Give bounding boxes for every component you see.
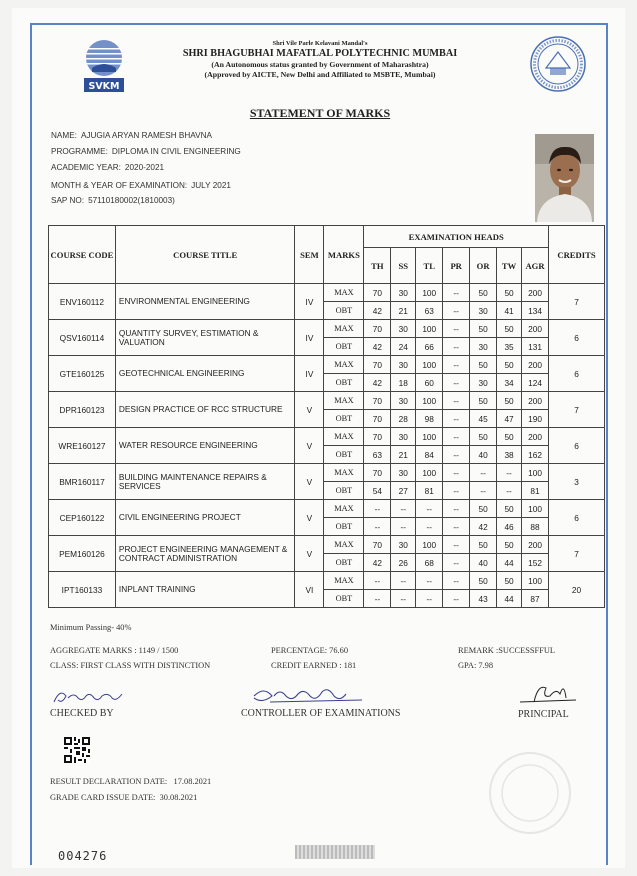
- obt-value: 70: [364, 410, 391, 428]
- head-pr: PR: [443, 248, 470, 284]
- head-agr: AGR: [522, 248, 549, 284]
- serial-number: 004276: [58, 849, 108, 863]
- obt-value: --: [391, 590, 416, 608]
- max-label: MAX: [324, 320, 364, 338]
- course-sem: V: [295, 392, 324, 428]
- max-value: 100: [522, 500, 549, 518]
- max-label: MAX: [324, 572, 364, 590]
- max-value: --: [443, 428, 470, 446]
- obt-value: 44: [497, 590, 522, 608]
- course-code: CEP160122: [49, 500, 116, 536]
- sap-value: 57110180002(1810003): [88, 196, 175, 205]
- class-result: CLASS: FIRST CLASS WITH DISTINCTION: [50, 661, 211, 670]
- obt-value: 66: [416, 338, 443, 356]
- course-sem: VI: [295, 572, 324, 608]
- obt-value: 45: [470, 410, 497, 428]
- max-value: 50: [497, 356, 522, 374]
- obt-value: 81: [522, 482, 549, 500]
- obt-value: 44: [497, 554, 522, 572]
- course-sem: V: [295, 464, 324, 500]
- course-row-max: [49, 392, 605, 410]
- obt-value: 38: [497, 446, 522, 464]
- programme-label: PROGRAMME:: [51, 147, 108, 156]
- result-declaration-line: [50, 777, 211, 786]
- obt-value: --: [364, 518, 391, 536]
- obt-label: OBT: [324, 338, 364, 356]
- max-value: 100: [416, 320, 443, 338]
- head-or: OR: [470, 248, 497, 284]
- course-credits: 6: [549, 356, 605, 392]
- obt-value: --: [443, 554, 470, 572]
- obt-value: 68: [416, 554, 443, 572]
- max-value: 50: [470, 536, 497, 554]
- sap-line: [51, 196, 179, 205]
- obt-value: 40: [470, 554, 497, 572]
- security-strip: [295, 845, 375, 859]
- max-value: 30: [391, 284, 416, 302]
- obt-value: 152: [522, 554, 549, 572]
- course-row-max: [49, 500, 605, 518]
- max-value: 30: [391, 536, 416, 554]
- max-value: 50: [470, 500, 497, 518]
- sap-label: SAP NO:: [51, 196, 85, 205]
- obt-value: --: [391, 518, 416, 536]
- obt-value: 124: [522, 374, 549, 392]
- obt-label: OBT: [324, 410, 364, 428]
- grade-card-issue-line: [50, 793, 197, 802]
- course-code: IPT160133: [49, 572, 116, 608]
- max-value: --: [443, 464, 470, 482]
- obt-label: OBT: [324, 446, 364, 464]
- max-value: 70: [364, 536, 391, 554]
- course-title: CIVIL ENGINEERING PROJECT: [115, 500, 295, 536]
- max-value: 200: [522, 428, 549, 446]
- obt-value: 30: [470, 374, 497, 392]
- obt-label: OBT: [324, 482, 364, 500]
- issue-date-label: GRADE CARD ISSUE DATE:: [50, 793, 156, 802]
- course-title: ENVIRONMENTAL ENGINEERING: [115, 284, 295, 320]
- max-value: 100: [522, 572, 549, 590]
- obt-value: 24: [391, 338, 416, 356]
- obt-value: 21: [391, 446, 416, 464]
- approval-line: (Approved by AICTE, New Delhi and Affiliated to MSBTE, Mumbai): [204, 70, 436, 79]
- obt-value: 30: [470, 338, 497, 356]
- minimum-passing: Minimum Passing- 40%: [50, 623, 132, 632]
- obt-value: 46: [497, 518, 522, 536]
- obt-value: --: [443, 302, 470, 320]
- obt-value: 63: [416, 302, 443, 320]
- obt-value: 41: [497, 302, 522, 320]
- max-value: --: [391, 500, 416, 518]
- obt-value: --: [470, 482, 497, 500]
- max-value: 50: [497, 284, 522, 302]
- course-row-max: [49, 428, 605, 446]
- year-label: ACADEMIC YEAR:: [51, 163, 121, 172]
- max-value: --: [416, 572, 443, 590]
- course-credits: 6: [549, 500, 605, 536]
- aggregate-marks: AGGREGATE MARKS : 1149 / 1500: [50, 646, 179, 655]
- obt-value: 54: [364, 482, 391, 500]
- percentage: PERCENTAGE: 76.60: [271, 646, 349, 655]
- course-code: GTE160125: [49, 356, 116, 392]
- course-sem: V: [295, 428, 324, 464]
- obt-value: --: [364, 590, 391, 608]
- programme-value: DIPLOMA IN CIVIL ENGINEERING: [111, 147, 241, 156]
- obt-value: 42: [364, 374, 391, 392]
- max-value: 50: [470, 572, 497, 590]
- obt-value: 98: [416, 410, 443, 428]
- obt-label: OBT: [324, 554, 364, 572]
- institute-seal-icon: [528, 34, 588, 94]
- max-value: --: [416, 500, 443, 518]
- course-code: DPR160123: [49, 392, 116, 428]
- max-value: 70: [364, 320, 391, 338]
- max-value: 70: [364, 428, 391, 446]
- course-row-max: [49, 284, 605, 302]
- max-value: --: [497, 464, 522, 482]
- obt-value: 162: [522, 446, 549, 464]
- course-sem: V: [295, 500, 324, 536]
- max-value: 100: [416, 428, 443, 446]
- course-row-max: [49, 464, 605, 482]
- max-value: 50: [497, 428, 522, 446]
- obt-value: 60: [416, 374, 443, 392]
- max-value: 50: [497, 572, 522, 590]
- course-row-max: [49, 536, 605, 554]
- course-sem: IV: [295, 284, 324, 320]
- course-sem: IV: [295, 320, 324, 356]
- max-value: --: [470, 464, 497, 482]
- max-value: 30: [391, 392, 416, 410]
- student-name: AJUGIA ARYAN RAMESH BHAVNA: [80, 131, 212, 140]
- obt-value: --: [443, 518, 470, 536]
- obt-value: 34: [497, 374, 522, 392]
- obt-value: 88: [522, 518, 549, 536]
- obt-label: OBT: [324, 518, 364, 536]
- obt-value: 190: [522, 410, 549, 428]
- controller-label: CONTROLLER OF EXAMINATIONS: [241, 708, 401, 719]
- max-value: 200: [522, 536, 549, 554]
- obt-value: 43: [470, 590, 497, 608]
- max-value: 50: [470, 392, 497, 410]
- course-code: PEM160126: [49, 536, 116, 572]
- obt-value: 42: [364, 302, 391, 320]
- document-title: STATEMENT OF MARKS: [249, 106, 391, 120]
- obt-value: 42: [470, 518, 497, 536]
- max-value: 200: [522, 320, 549, 338]
- obt-value: 47: [497, 410, 522, 428]
- max-value: --: [443, 392, 470, 410]
- course-code: QSV160114: [49, 320, 116, 356]
- max-value: --: [391, 572, 416, 590]
- max-value: 30: [391, 356, 416, 374]
- head-tw: TW: [497, 248, 522, 284]
- obt-value: --: [443, 446, 470, 464]
- obt-value: --: [416, 590, 443, 608]
- max-value: 100: [416, 356, 443, 374]
- course-title: DESIGN PRACTICE OF RCC STRUCTURE: [115, 392, 295, 428]
- max-label: MAX: [324, 392, 364, 410]
- max-value: 70: [364, 464, 391, 482]
- max-value: 30: [391, 464, 416, 482]
- header-credits: CREDITS: [549, 226, 605, 284]
- max-value: --: [443, 284, 470, 302]
- obt-value: --: [443, 374, 470, 392]
- max-value: 50: [497, 536, 522, 554]
- max-value: 50: [470, 320, 497, 338]
- obt-value: 18: [391, 374, 416, 392]
- obt-value: 42: [364, 554, 391, 572]
- student-photo: [535, 134, 594, 222]
- max-value: 70: [364, 356, 391, 374]
- max-value: --: [443, 572, 470, 590]
- course-credits: 20: [549, 572, 605, 608]
- max-value: 50: [470, 356, 497, 374]
- max-value: 200: [522, 284, 549, 302]
- course-credits: 7: [549, 392, 605, 428]
- max-value: --: [364, 572, 391, 590]
- max-label: MAX: [324, 536, 364, 554]
- qr-code-icon: [64, 737, 90, 763]
- exam-line: [51, 181, 235, 190]
- principal-label: PRINCIPAL: [518, 709, 569, 720]
- checked-by-label: CHECKED BY: [50, 708, 114, 719]
- result-date-label: RESULT DECLARATION DATE:: [50, 777, 168, 786]
- academic-year-line: [51, 163, 168, 172]
- obt-value: 26: [391, 554, 416, 572]
- svkm-logo: [78, 36, 130, 94]
- max-value: 30: [391, 320, 416, 338]
- obt-value: 27: [391, 482, 416, 500]
- obt-value: 21: [391, 302, 416, 320]
- course-sem: V: [295, 536, 324, 572]
- issue-date: 30.08.2021: [159, 793, 198, 802]
- max-value: --: [443, 356, 470, 374]
- header-course-title: COURSE TITLE: [115, 226, 295, 284]
- obt-value: --: [443, 482, 470, 500]
- obt-value: 35: [497, 338, 522, 356]
- head-ss: SS: [391, 248, 416, 284]
- course-row-max: [49, 572, 605, 590]
- max-value: 50: [497, 392, 522, 410]
- watermark-seal-icon: [470, 748, 590, 838]
- course-row-max: [49, 320, 605, 338]
- max-value: --: [443, 536, 470, 554]
- result-date: 17.08.2021: [173, 777, 212, 786]
- max-value: 100: [416, 284, 443, 302]
- obt-value: --: [443, 410, 470, 428]
- course-title: INPLANT TRAINING: [115, 572, 295, 608]
- max-value: 50: [470, 428, 497, 446]
- exam-label: MONTH & YEAR OF EXAMINATION:: [51, 181, 188, 190]
- programme-line: [51, 147, 245, 156]
- course-credits: 7: [549, 284, 605, 320]
- max-value: 50: [470, 284, 497, 302]
- max-value: 200: [522, 356, 549, 374]
- obt-value: 87: [522, 590, 549, 608]
- obt-value: 28: [391, 410, 416, 428]
- max-value: --: [443, 320, 470, 338]
- max-value: --: [443, 500, 470, 518]
- course-code: WRE160127: [49, 428, 116, 464]
- course-title: GEOTECHNICAL ENGINEERING: [115, 356, 295, 392]
- head-th: TH: [364, 248, 391, 284]
- header-marks: MARKS: [324, 226, 364, 284]
- obt-label: OBT: [324, 302, 364, 320]
- max-value: 100: [522, 464, 549, 482]
- controller-signature: [250, 684, 370, 706]
- obt-value: 63: [364, 446, 391, 464]
- student-name-line: [51, 131, 216, 140]
- name-label: NAME:: [51, 131, 77, 140]
- remark: REMARK :SUCCESSFFUL: [458, 646, 556, 655]
- course-credits: 7: [549, 536, 605, 572]
- institute-name: SHRI BHAGUBHAI MAFATLAL POLYTECHNIC MUMBAI: [182, 48, 458, 59]
- obt-value: 42: [364, 338, 391, 356]
- max-value: 200: [522, 392, 549, 410]
- obt-value: --: [443, 590, 470, 608]
- max-value: 100: [416, 536, 443, 554]
- course-sem: IV: [295, 356, 324, 392]
- obt-label: OBT: [324, 590, 364, 608]
- max-value: 30: [391, 428, 416, 446]
- max-label: MAX: [324, 500, 364, 518]
- principal-signature: [516, 678, 580, 708]
- exam-value: JULY 2021: [191, 181, 231, 190]
- obt-value: --: [443, 338, 470, 356]
- course-title: PROJECT ENGINEERING MANAGEMENT & CONTRACT ADMINISTRATION: [115, 536, 295, 572]
- head-tl: TL: [416, 248, 443, 284]
- course-credits: 6: [549, 428, 605, 464]
- course-credits: 6: [549, 320, 605, 356]
- obt-value: 81: [416, 482, 443, 500]
- max-value: 70: [364, 392, 391, 410]
- obt-value: 40: [470, 446, 497, 464]
- max-value: 100: [416, 464, 443, 482]
- max-value: 70: [364, 284, 391, 302]
- course-credits: 3: [549, 464, 605, 500]
- max-label: MAX: [324, 428, 364, 446]
- header-course-code: COURSE CODE: [49, 226, 116, 284]
- obt-value: 134: [522, 302, 549, 320]
- obt-label: OBT: [324, 374, 364, 392]
- year-value: 2020-2021: [124, 163, 165, 172]
- gpa: GPA: 7.98: [458, 661, 494, 670]
- max-value: 50: [497, 320, 522, 338]
- course-title: WATER RESOURCE ENGINEERING: [115, 428, 295, 464]
- max-label: MAX: [324, 356, 364, 374]
- max-value: --: [364, 500, 391, 518]
- header-sem: SEM: [295, 226, 324, 284]
- course-title: QUANTITY SURVEY, ESTIMATION & VALUATION: [115, 320, 295, 356]
- marks-table: [48, 225, 605, 608]
- max-value: 100: [416, 392, 443, 410]
- obt-value: --: [497, 482, 522, 500]
- max-label: MAX: [324, 464, 364, 482]
- obt-value: --: [416, 518, 443, 536]
- max-label: MAX: [324, 284, 364, 302]
- autonomous-status: (An Autonomous status granted by Government of Maharashtra): [211, 60, 429, 69]
- course-row-max: [49, 356, 605, 374]
- society-name: Shri Vile Parle Kelavani Mandal's: [272, 40, 368, 47]
- max-value: 50: [497, 500, 522, 518]
- course-code: ENV160112: [49, 284, 116, 320]
- obt-value: 30: [470, 302, 497, 320]
- course-code: BMR160117: [49, 464, 116, 500]
- obt-value: 131: [522, 338, 549, 356]
- svg-text:SVKM: SVKM: [88, 81, 120, 92]
- obt-value: 84: [416, 446, 443, 464]
- credit-earned: CREDIT EARNED : 181: [271, 661, 357, 670]
- header-exam-heads: EXAMINATION HEADS: [364, 226, 549, 248]
- checked-by-signature: [50, 686, 132, 708]
- course-title: BUILDING MAINTENANCE REPAIRS & SERVICES: [115, 464, 295, 500]
